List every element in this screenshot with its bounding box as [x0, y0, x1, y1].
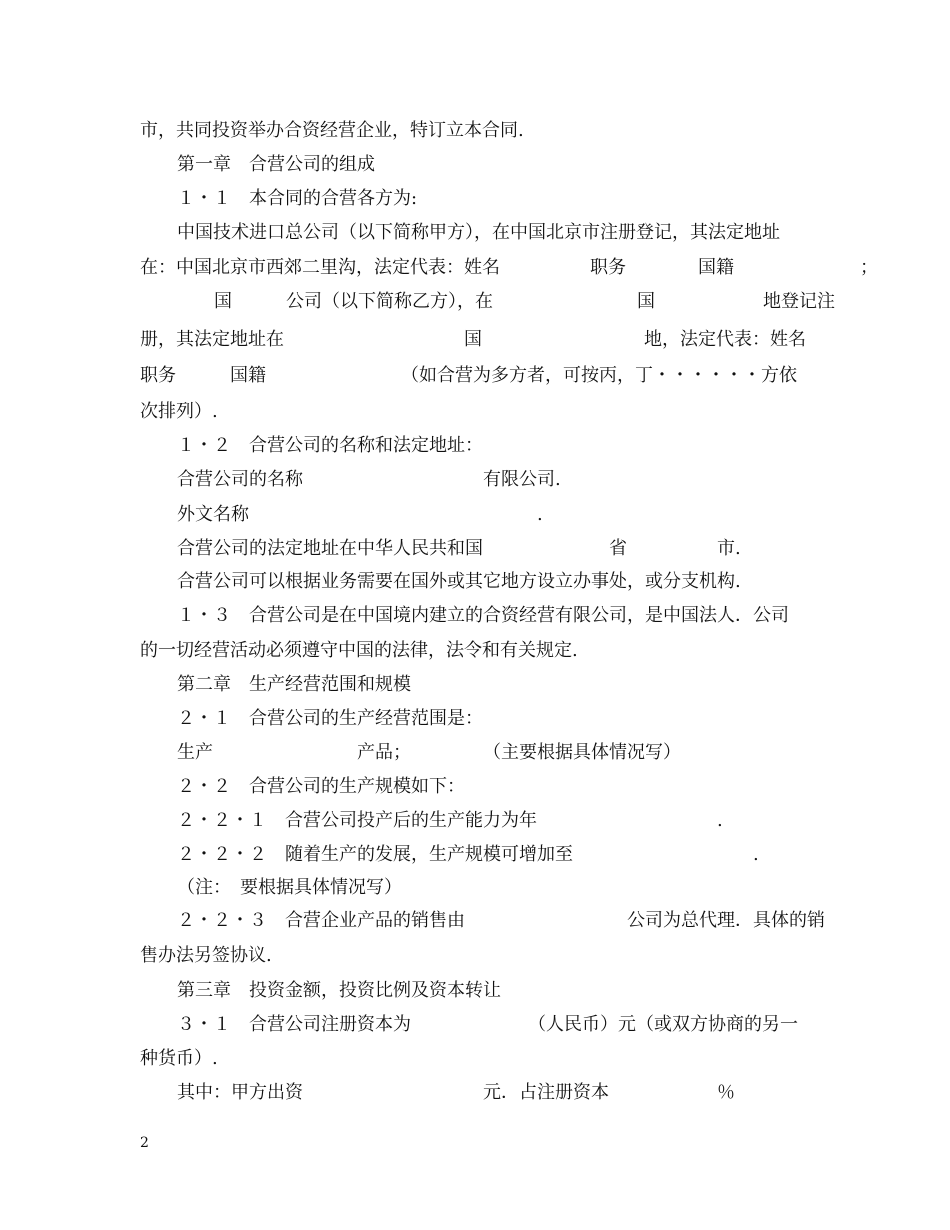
clause-line: ２・２ 合营公司的生产规模如下：: [177, 776, 465, 797]
clause-line: ２・１ 合营公司的生产经营范围是：: [177, 708, 483, 729]
text-line: 次排列）.: [140, 401, 218, 422]
clause-line: １・２ 合营公司的名称和法定地址：: [177, 435, 483, 456]
text-line: 职务 国籍 （如合营为多方者，可按丙，丁・・・・・・方依: [140, 365, 797, 386]
text-line: 市，共同投资举办合资经营企业，特订立本合同.: [140, 120, 524, 141]
clause-line: ２・２・３ 合营企业产品的销售由 公司为总代理．具体的销: [177, 910, 825, 931]
page-number: 2: [140, 1135, 149, 1151]
note-line: （注： 要根据具体情况写）: [177, 877, 402, 898]
clause-line: ２・２・２ 随着生产的发展，生产规模可增加至 .: [177, 844, 759, 865]
text-line: 中国技术进口总公司（以下简称甲方），在中国北京市注册登记，其法定地址: [177, 222, 780, 243]
chapter-heading: 第三章 投资金额，投资比例及资本转让: [177, 980, 501, 1001]
clause-line: １・１ 本合同的合营各方为:: [177, 188, 418, 209]
chapter-heading: 第一章 合营公司的组成: [177, 154, 375, 175]
text-line: 种货币）.: [140, 1048, 218, 1069]
text-line: 的一切经营活动必须遵守中国的法律，法令和有关规定.: [140, 640, 578, 661]
text-line: 合营公司可以根据业务需要在国外或其它地方设立办事处，或分支机构.: [177, 571, 741, 592]
text-line: 册，其法定地址在 国 地，法定代表：姓名: [140, 329, 806, 350]
text-line: 国 公司（以下简称乙方），在 国 地登记注: [214, 291, 835, 312]
text-line: 外文名称 .: [177, 504, 543, 525]
text-line: 合营公司的名称 有限公司.: [177, 469, 561, 490]
clause-line: ３・１ 合营公司注册资本为 （人民币）元（或双方协商的另一: [177, 1014, 798, 1035]
text-line: 其中：甲方出资 元．占注册资本 ％: [177, 1082, 735, 1103]
chapter-heading: 第二章 生产经营范围和规模: [177, 674, 411, 695]
clause-line: １・３ 合营公司是在中国境内建立的合资经营有限公司，是中国法人．公司: [177, 605, 789, 626]
text-line: 生产 产品； （主要根据具体情况写）: [177, 742, 681, 763]
text-line: 合营公司的法定地址在中华人民共和国 省 市.: [177, 538, 741, 559]
text-line: 在：中国北京市西郊二里沟，法定代表：姓名 职务 国籍 ；: [140, 257, 878, 278]
clause-line: ２・２・１ 合营公司投产后的生产能力为年 .: [177, 810, 723, 831]
text-line: 售办法另签协议.: [140, 945, 272, 966]
